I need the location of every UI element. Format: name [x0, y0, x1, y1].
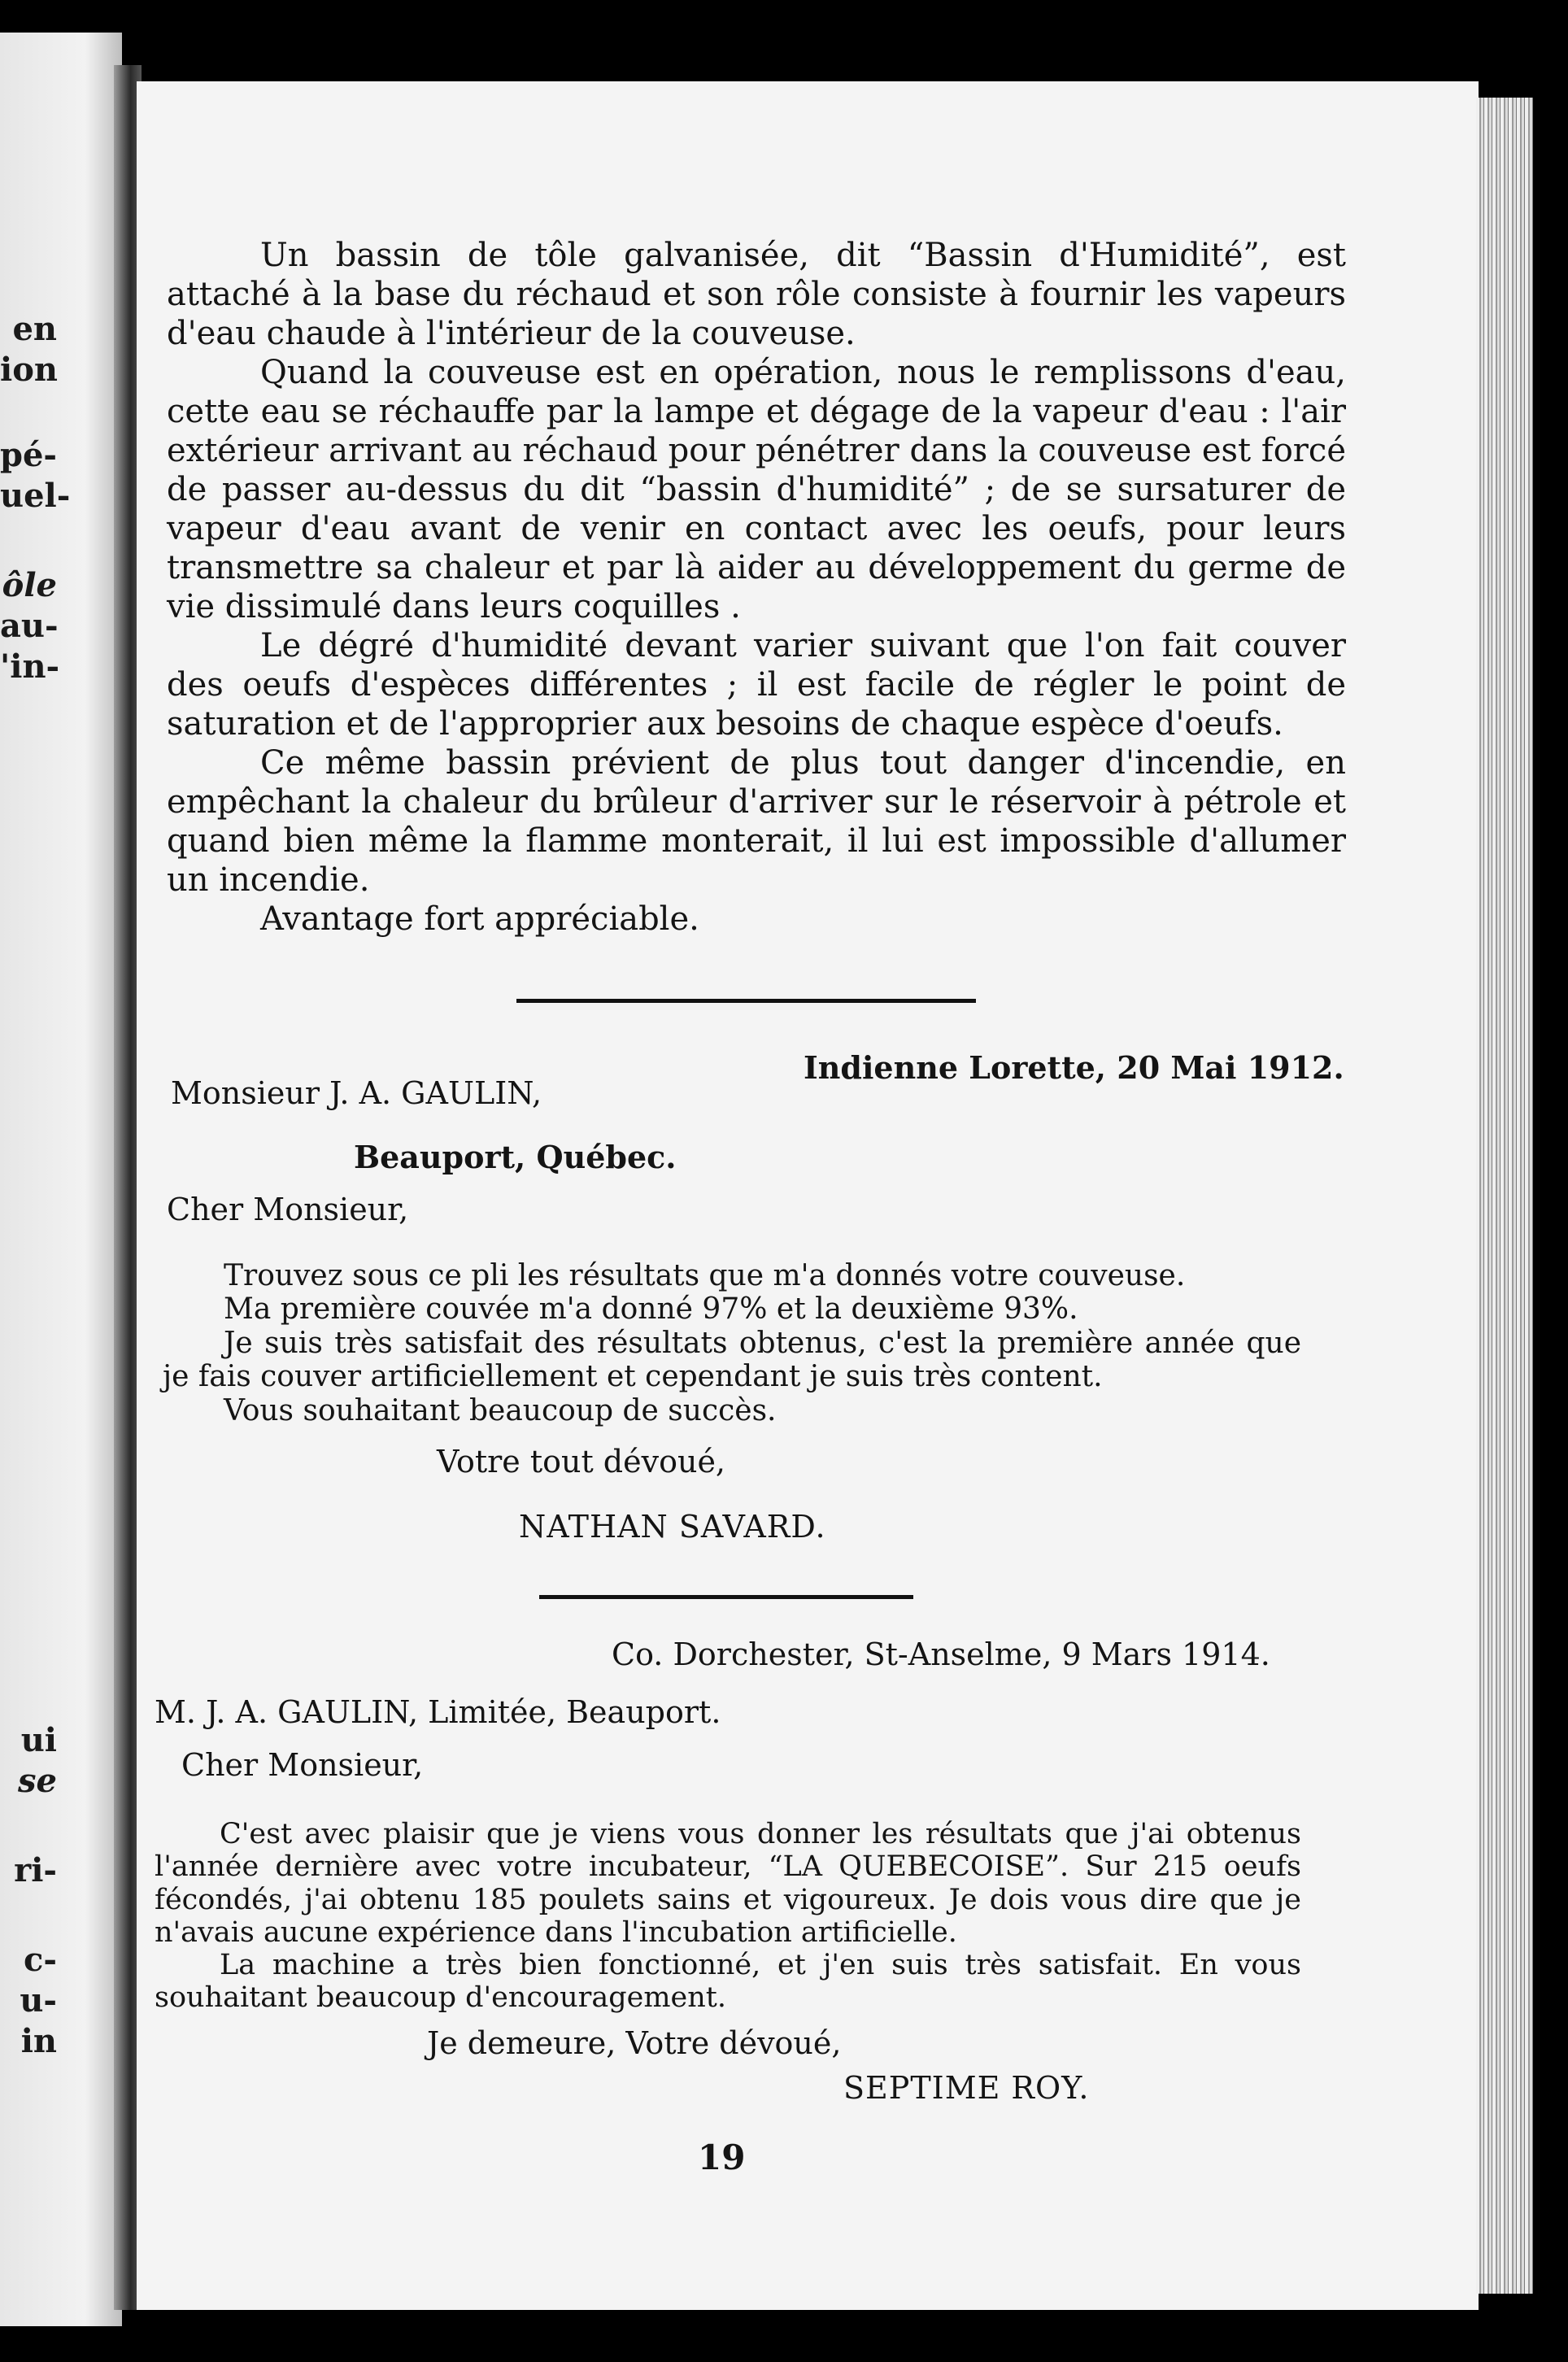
- margin-fragment: ui: [20, 1721, 57, 1759]
- margin-fragment: au-: [0, 607, 59, 645]
- intro-section: [167, 236, 1346, 939]
- margin-fragment: pé-: [0, 436, 58, 474]
- letter1-salutation: Cher Monsieur,: [167, 1192, 409, 1227]
- letter1-line: Vous souhaitant beaucoup de succès.: [224, 1393, 777, 1427]
- letter1-body: [163, 1259, 1301, 1427]
- margin-fragment: c-: [24, 1941, 57, 1979]
- page-stack-edge: [1476, 98, 1533, 2294]
- separator-rule: [516, 999, 976, 1003]
- letter2-closing: Je demeure, Votre dévoué,: [427, 2025, 842, 2061]
- letter1-place-date: Indienne Lorette, 20 Mai 1912.: [804, 1049, 1344, 1086]
- margin-fragment: u-: [20, 1981, 57, 2020]
- margin-fragment: in: [20, 2022, 57, 2060]
- intro-paragraph: Le dégré d'humidité devant varier suivant que l'on fait couver des oeufs d'espèces différentes ; il est facile de régler le point de saturation et de l'approprier aux besoins de chaque espèce d'oeufs.: [167, 627, 1346, 743]
- margin-fragment: ri-: [14, 1851, 57, 1889]
- letter2-place-date: Co. Dorchester, St-Anselme, 9 Mars 1914.: [612, 1636, 1270, 1672]
- margin-fragment: en: [12, 310, 57, 348]
- facing-page-edge: [0, 33, 122, 2326]
- intro-paragraph: Ce même bassin prévient de plus tout danger d'incendie, en empêchant la chaleur du brûleur d'arriver sur le réservoir à pétrole et quand bien même la flamme monterait, il lui est impossible d'allumer un incendie.: [167, 744, 1346, 899]
- margin-fragment: ion: [0, 351, 58, 389]
- letter1-line: Je suis très satisfait des résultats obtenus, c'est la première année que je fais couver artificiellement et cependant je suis très content.: [163, 1326, 1301, 1394]
- letter1-addressee: Monsieur J. A. GAULIN,: [171, 1075, 542, 1111]
- intro-paragraph: Avantage fort appréciable.: [260, 900, 699, 938]
- letter1-closing: Votre tout dévoué,: [437, 1444, 726, 1480]
- intro-paragraph: Quand la couveuse est en opération, nous le remplissons d'eau, cette eau se réchauffe par la lampe et dégage de la vapeur d'eau : l'air extérieur arrivant au réchaud pour pénétrer dans la couveuse est forcé de passer au-dessus du dit “bassin d'humidité” ; de se sursaturer de vapeur d'eau avant de venir en contact avec les oeufs, pour leurs transmettre sa chaleur et par là aider au développement du germe de vie dissimulé dans leurs coquilles .: [167, 354, 1346, 625]
- letter2-body: [155, 1818, 1301, 2015]
- intro-paragraph: Un bassin de tôle galvanisée, dit “Bassin d'Humidité”, est attaché à la base du réchaud et son rôle consiste à fournir les vapeurs d'eau chaude à l'intérieur de la couveuse.: [167, 237, 1346, 352]
- separator-rule: [539, 1595, 913, 1599]
- letter1-address: Beauport, Québec.: [354, 1139, 677, 1175]
- letter2-line: C'est avec plaisir que je viens vous donner les résultats que j'ai obtenus l'année dernière avec votre incubateur, “LA QUEBECOISE”. Sur 215 oeufs fécondés, j'ai obtenu 185 poulets sains et vigoureux. Je dois vous dire que je n'avais aucune expérience dans l'incubation artificielle.: [155, 1818, 1301, 1949]
- letter2-salutation: Cher Monsieur,: [181, 1747, 424, 1783]
- letter2-signature: SEPTIME ROY.: [843, 2070, 1090, 2106]
- margin-fragment: 'in-: [0, 647, 60, 686]
- margin-fragment: uel-: [0, 477, 71, 515]
- margin-fragment: se: [18, 1762, 57, 1800]
- page-number: 19: [698, 2138, 746, 2177]
- letter1-signature: NATHAN SAVARD.: [519, 1509, 826, 1545]
- letter2-addressee: M. J. A. GAULIN, Limitée, Beauport.: [155, 1694, 721, 1730]
- letter1-line: Trouvez sous ce pli les résultats que m'a donnés votre couveuse.: [224, 1259, 1186, 1292]
- letter1-line: Ma première couvée m'a donné 97% et la deuxième 93%.: [224, 1292, 1078, 1327]
- letter2-line: La machine a très bien fonctionné, et j'en suis très satisfait. En vous souhaitant beaucoup d'encouragement.: [155, 1949, 1301, 2015]
- margin-fragment: ôle: [2, 566, 57, 604]
